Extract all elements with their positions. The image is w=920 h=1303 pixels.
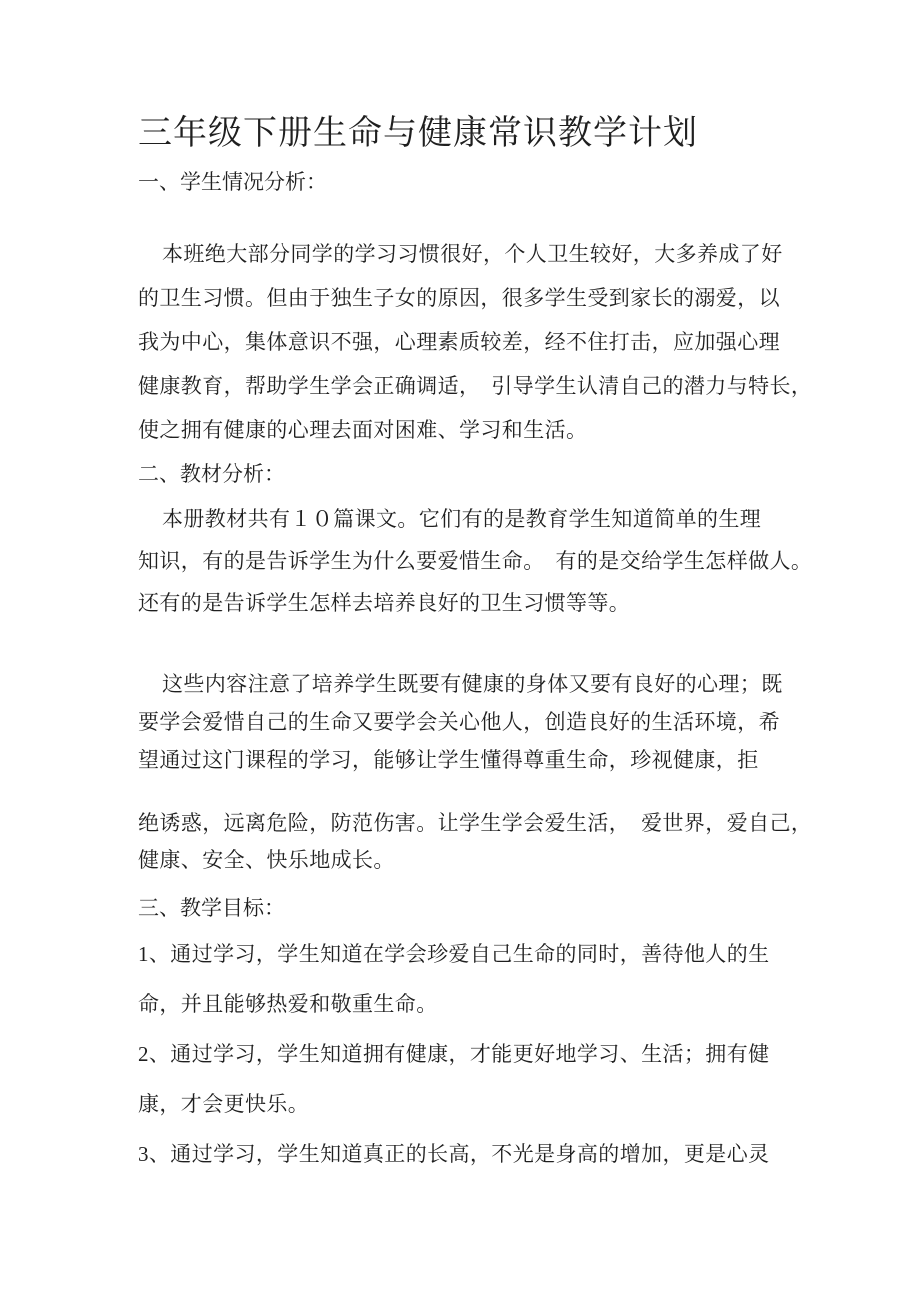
paragraph-line: 的卫生习惯。但由于独生子女的原因，很多学生受到家长的溺爱，以 [138, 286, 780, 310]
paragraph-line: 还有的是告诉学生怎样去培养良好的卫生习惯等等。 [138, 591, 631, 615]
paragraph-line: 绝诱惑，远离危险，防范伤害。让学生学会爱生活， 爱世界，爱自己， [138, 811, 813, 835]
paragraph-line: 康，才会更快乐。 [138, 1092, 310, 1116]
paragraph-line: 健康、安全、快乐地成长。 [138, 848, 395, 872]
paragraph-line: 健康教育，帮助学生学会正确调适， 引导学生认清自己的潜力与特长， [138, 374, 813, 398]
paragraph-line: 本册教材共有１０篇课文。它们有的是教育学生知道简单的生理 [162, 507, 762, 531]
section-heading-student-analysis: 一、学生情况分析： [138, 170, 327, 194]
paragraph-line: 要学会爱惜自己的生命又要学会关心他人，创造良好的生活环境，希 [138, 710, 780, 734]
paragraph-line: 3、通过学习，学生知道真正的长高，不光是身高的增加，更是心灵 [138, 1142, 770, 1166]
paragraph-line: 2、通过学习，学生知道拥有健康，才能更好地学习、生活；拥有健 [138, 1042, 770, 1066]
section-heading-material-analysis: 二、教材分析： [138, 462, 285, 486]
section-heading-teaching-goals: 三、教学目标： [138, 896, 285, 920]
goal-item-2 [138, 1029, 890, 1129]
paragraph-material-overview [138, 498, 890, 624]
paragraph-line: 使之拥有健康的心理去面对困难、学习和生活。 [138, 418, 588, 442]
paragraph-line: 命，并且能够热爱和敬重生命。 [138, 992, 438, 1016]
paragraph-material-content [138, 665, 890, 779]
paragraph-line: 望通过这门课程的学习，能够让学生懂得尊重生命，珍视健康，拒 [138, 748, 759, 772]
document-title: 三年级下册生命与健康常识教学计划 [138, 115, 698, 152]
paragraph-material-content-continued [138, 805, 890, 879]
paragraph-line: 1、通过学习，学生知道在学会珍爱自己生命的同时，善待他人的生 [138, 942, 770, 966]
goal-item-1 [138, 929, 890, 1029]
paragraph-line: 知识，有的是告诉学生为什么要爱惜生命。 有的是交给学生怎样做人。 [138, 549, 813, 573]
goal-item-3 [138, 1129, 890, 1179]
paragraph-line: 我为中心，集体意识不强，心理素质较差，经不住打击，应加强心理 [138, 330, 780, 354]
paragraph-student-analysis [138, 232, 890, 452]
paragraph-line: 本班绝大部分同学的学习习惯很好，个人卫生较好，大多养成了好 [162, 242, 783, 266]
paragraph-line: 这些内容注意了培养学生既要有健康的身体又要有良好的心理；既 [162, 672, 783, 696]
